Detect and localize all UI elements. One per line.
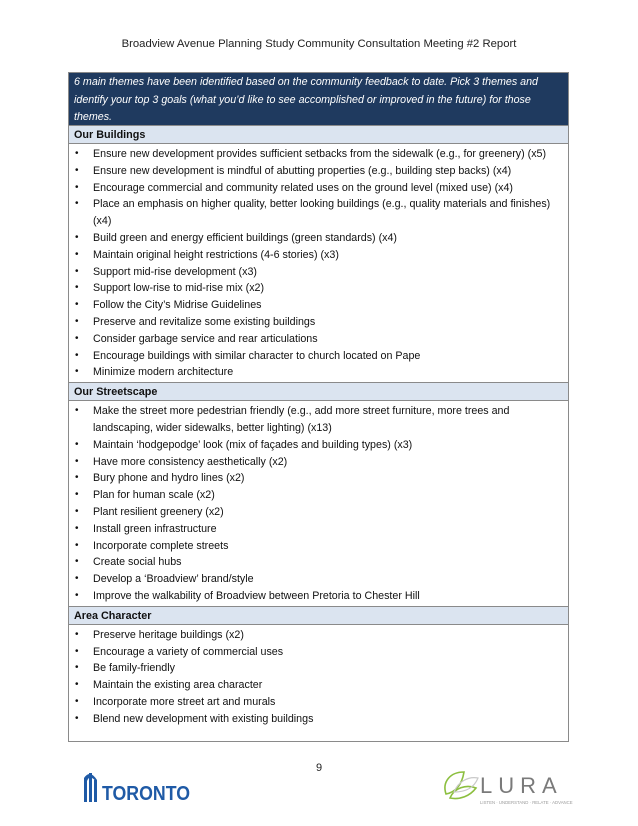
list-item-text: Build green and energy efficient buildings (green standards) (x4) — [93, 231, 397, 244]
page-number: 9 — [315, 762, 323, 774]
lura-tagline: LISTEN · UNDERSTAND · RELATE · ADVANCE — [480, 800, 573, 805]
list-item-text: Consider garbage service and rear articulations — [93, 332, 318, 345]
list-item — [69, 180, 568, 197]
section-area-character — [69, 606, 568, 729]
lura-logo — [440, 760, 573, 808]
bullet-icon: • — [75, 679, 79, 691]
section-title: Area Character — [69, 606, 568, 625]
list-item — [69, 163, 568, 180]
list-item — [69, 146, 568, 163]
intro-text: 6 main themes have been identified based on the community feedback to date. Pick 3 themes and identify your top 3 goals (what you’d like to see accomplished or improved in the future) for those themes. — [69, 73, 568, 125]
list-item-text: Create social hubs — [93, 556, 182, 569]
bullet-icon: • — [75, 662, 79, 674]
list-item-text: Maintain original height restrictions (4-6 stories) (x3) — [93, 248, 339, 261]
list-item — [69, 364, 568, 381]
list-item — [69, 571, 568, 588]
list-item — [69, 677, 568, 694]
bullet-icon: • — [75, 589, 79, 601]
list-item-text: Blend new development with existing buildings — [93, 712, 314, 725]
bullet-icon: • — [75, 198, 79, 210]
list-item-text: Encourage commercial and community related uses on the ground level (mixed use) (x4) — [93, 181, 513, 194]
bullet-icon: • — [75, 505, 79, 517]
list-item — [69, 454, 568, 471]
list-item-text: Be family-friendly — [93, 662, 175, 675]
bullet-icon: • — [75, 148, 79, 159]
bullet-icon: • — [75, 299, 79, 311]
list-item — [69, 437, 568, 454]
list-item-text: Incorporate more street art and murals — [93, 695, 276, 708]
toronto-logo — [82, 770, 192, 804]
bullet-icon: • — [75, 489, 79, 501]
bullet-icon: • — [75, 645, 79, 657]
toronto-logo-text: TORONTO — [102, 783, 190, 805]
bullet-icon: • — [75, 438, 79, 450]
bullet-icon: • — [75, 573, 79, 585]
list-item-text: Incorporate complete streets — [93, 539, 229, 552]
bullet-list — [69, 625, 568, 729]
list-item-text: Preserve heritage buildings (x2) — [93, 628, 244, 641]
list-item — [69, 314, 568, 331]
bullet-icon: • — [75, 695, 79, 707]
list-item — [69, 403, 568, 437]
themes-table — [68, 72, 569, 742]
list-item-text: Support low-rise to mid-rise mix (x2) — [93, 282, 265, 295]
bullet-icon: • — [75, 522, 79, 534]
list-item-text: Develop a ‘Broadview’ brand/style — [93, 573, 254, 586]
list-item — [69, 504, 568, 521]
list-item — [69, 230, 568, 247]
list-item — [69, 627, 568, 644]
bullet-icon: • — [75, 315, 79, 327]
bullet-icon: • — [75, 712, 79, 724]
list-item-text: Preserve and revitalize some existing buildings — [93, 315, 316, 328]
list-item — [69, 331, 568, 348]
list-item-text: Ensure new development is mindful of abutting properties (e.g., building step backs) (x4) — [93, 164, 512, 177]
bullet-icon: • — [75, 539, 79, 551]
list-item — [69, 711, 568, 728]
list-item — [69, 487, 568, 504]
list-item-text: Support mid-rise development (x3) — [93, 265, 257, 278]
bullet-icon: • — [75, 282, 79, 294]
leaf-icon — [445, 772, 478, 799]
list-item-text: Maintain ‘hodgepodge’ look (mix of façades and building types) (x3) — [93, 438, 413, 451]
list-item-text: Encourage buildings with similar character to church located on Pape — [93, 349, 421, 362]
bullet-icon: • — [75, 164, 79, 176]
page-header: Broadview Avenue Planning Study Community Consultation Meeting #2 Report — [121, 38, 517, 50]
list-item — [69, 297, 568, 314]
list-item-text: Follow the City’s Midrise Guidelines — [93, 299, 262, 312]
list-item — [69, 694, 568, 711]
list-item — [69, 247, 568, 264]
list-item — [69, 280, 568, 297]
list-item-text: Improve the walkability of Broadview between Pretoria to Chester Hill — [93, 589, 420, 602]
list-item-text: Plan for human scale (x2) — [93, 489, 215, 502]
bullet-icon: • — [75, 366, 79, 378]
section-title: Our Streetscape — [69, 382, 568, 401]
lura-logo-text: LURA — [480, 773, 563, 798]
bullet-icon: • — [75, 265, 79, 277]
list-item-text: Install green infrastructure — [93, 522, 217, 535]
list-item — [69, 588, 568, 605]
section-our-buildings — [69, 125, 568, 382]
bullet-icon: • — [75, 405, 79, 417]
bullet-icon: • — [75, 349, 79, 361]
bullet-icon: • — [75, 628, 79, 640]
list-item-text: Encourage a variety of commercial uses — [93, 645, 284, 658]
list-item-text: Ensure new development provides sufficient setbacks from the sidewalk (e.g., for greenery) (x5) — [93, 148, 547, 160]
list-item — [69, 470, 568, 487]
list-item-text: Make the street more pedestrian friendly (e.g., add more street furniture, more trees and landscaping, wider sidewalks, better lighting) (x13) — [93, 405, 510, 434]
list-item — [69, 538, 568, 555]
list-item — [69, 196, 568, 230]
list-item — [69, 554, 568, 571]
list-item-text: Place an emphasis on higher quality, better looking buildings (e.g., quality materials and finishes) (x4) — [93, 198, 551, 228]
list-item — [69, 644, 568, 661]
list-item — [69, 348, 568, 365]
bullet-icon: • — [75, 231, 79, 243]
bullet-icon: • — [75, 472, 79, 484]
bullet-icon: • — [75, 455, 79, 467]
bullet-icon: • — [75, 248, 79, 260]
bullet-list — [69, 144, 568, 382]
section-title: Our Buildings — [69, 125, 568, 144]
list-item-text: Minimize modern architecture — [93, 366, 234, 379]
list-item-text: Maintain the existing area character — [93, 679, 263, 692]
list-item — [69, 660, 568, 677]
bullet-list — [69, 401, 568, 606]
list-item-text: Have more consistency aesthetically (x2) — [93, 455, 288, 468]
bullet-icon: • — [75, 556, 79, 568]
list-item-text: Plant resilient greenery (x2) — [93, 505, 224, 518]
section-our-streetscape — [69, 382, 568, 606]
list-item — [69, 264, 568, 281]
bullet-icon: • — [75, 181, 79, 193]
list-item — [69, 521, 568, 538]
list-item-text: Bury phone and hydro lines (x2) — [93, 472, 245, 485]
bullet-icon: • — [75, 332, 79, 344]
